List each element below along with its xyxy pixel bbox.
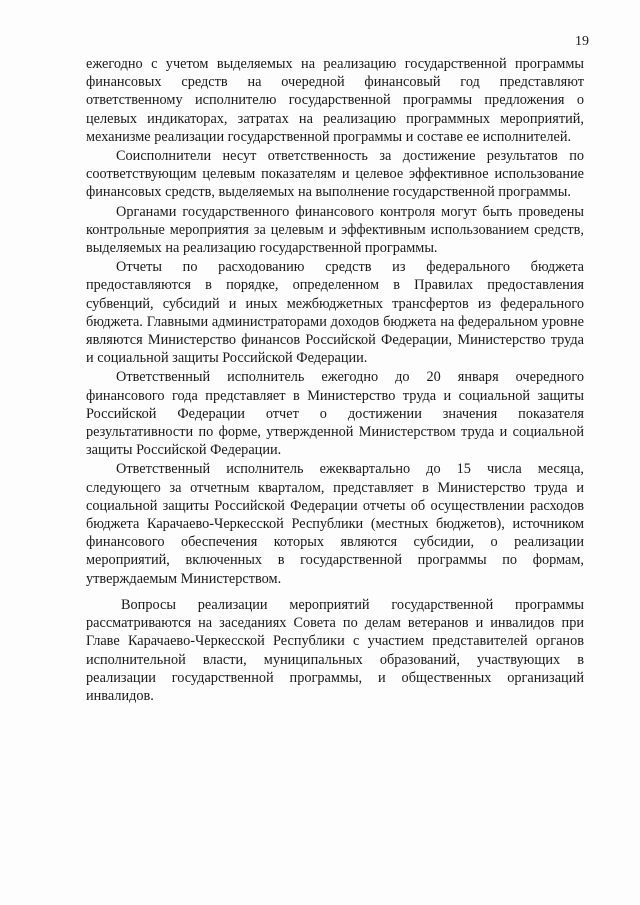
document-body: [86, 55, 584, 705]
page-number: 19: [575, 34, 589, 49]
paragraph-2: Соисполнители несут ответственность за достижение результатов по соответствующим целевым показателям и целевое эффективное использование финансовых средств, выделяемых на выполнение государственной программы.: [86, 148, 584, 201]
paragraph-1: ежегодно с учетом выделяемых на реализацию государственной программы финансовых средств на очередной финансовый год представляют ответственному исполнителю государственной программы предложения о целевых индикаторах, затратах на реализацию программных мероприятий, механизме реализации государственной программы и составе ее исполнителей.: [86, 56, 584, 145]
paragraph-4: Отчеты по расходованию средств из федерального бюджета предоставляются в порядке, определенном в Правилах предоставления субвенций, субсидий и иных межбюджетных трансфертов из федерального бюджета. Главными администраторами доходов бюджета на федеральном уровне являются Министерство финансов Российской Федерации, Министерство труда и социальной защиты Российской Федерации.: [86, 259, 584, 367]
paragraph-5: Ответственный исполнитель ежегодно до 20 января очередного финансового года представляет в Министерство труда и социальной защиты Российской Федерации отчет о достижении значения показателя результативности по форме, утвержденной Министерством труда и социальной защиты Российской Федерации.: [86, 369, 584, 459]
paragraph-7: Вопросы реализации мероприятий государственной программы рассматриваются на заседаниях Совета по делам ветеранов и инвалидов при Главе Карачаево-Черкесской Республики с участием представителей органов исполнительной власти, муниципальных образований, участвующих в реализации государственной программы, и общественных организаций инвалидов.: [86, 596, 584, 704]
paragraph-3: Органами государственного финансового контроля могут быть проведены контрольные мероприятия за целевым и эффективным использованием средств, выделяемых на реализацию государственной программы.: [86, 203, 584, 257]
paragraph-6: Ответственный исполнитель ежеквартально до 15 числа месяца, следующего за отчетным кварталом, представляет в Министерство труда и социальной защиты Российской Федерации отчеты об осуществлении расходов бюджета Карачаево-Черкесской Республики (местных бюджетов), источником финансового обеспечения которых являются субсидии, о реализации мероприятий, включенных в государственной программы по формам, утверждаемым Министерством.: [86, 461, 584, 587]
